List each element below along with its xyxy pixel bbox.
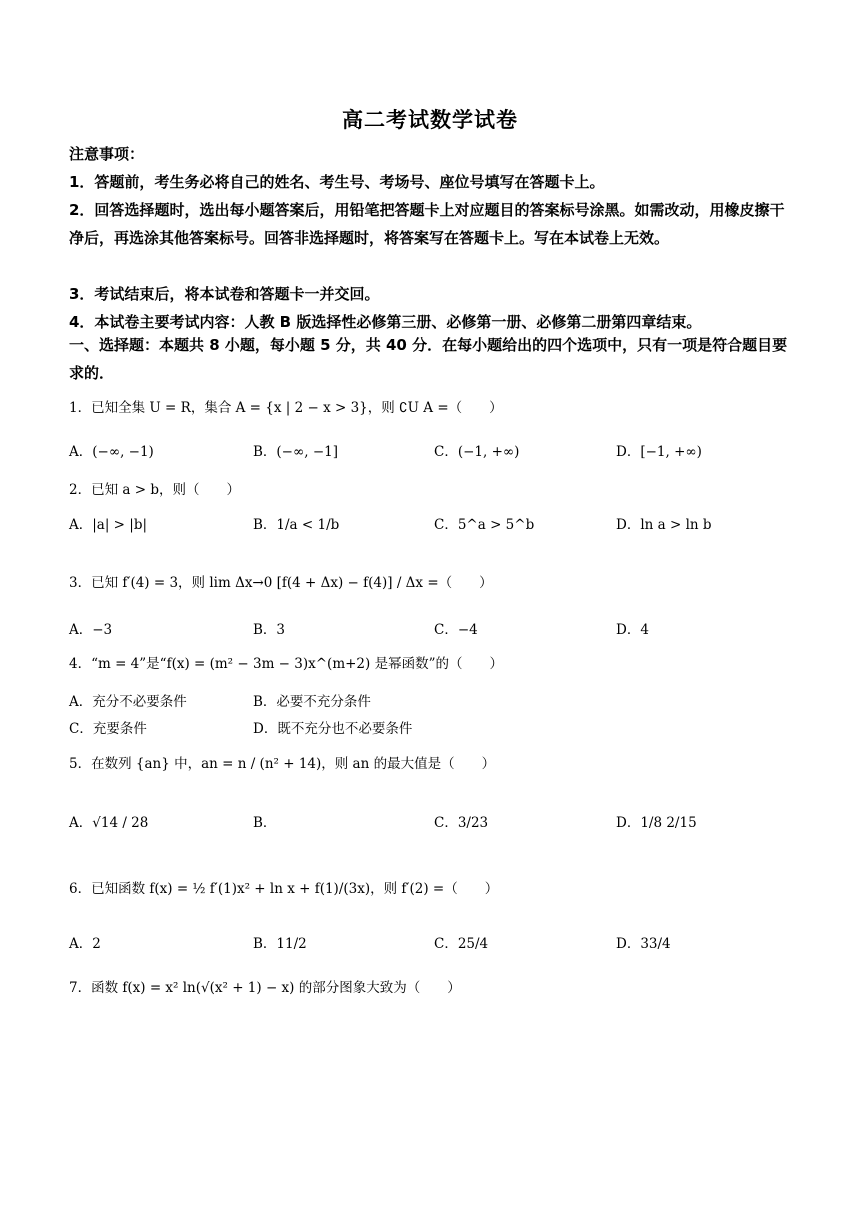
q1-option-a: A．(−∞, −1) [69, 444, 154, 460]
q3-option-c: C．−4 [434, 622, 478, 638]
q2-option-b: B．1/a < 1/b [253, 517, 340, 533]
question-1: 1．已知全集 U = R，集合 A = {x | 2 − x > 3}，则 ∁U A =（ ） [69, 400, 503, 416]
question-3: 3．已知 f′(4) = 3，则 lim Δx→0 [f(4 + Δx) − f(4)] / Δx =（ ） [69, 575, 493, 591]
q6-option-c: C．25/4 [434, 936, 489, 952]
q1-option-d: D．[−1, +∞) [616, 444, 702, 460]
q5-option-b: B． [253, 815, 277, 831]
notice-item-3: 3．考试结束后，将本试卷和答题卡一并交回。 [69, 285, 380, 303]
q5-option-a: A．√14 / 28 [69, 815, 149, 831]
page-title: 高二考试数学试卷 [342, 108, 518, 132]
q5-option-c: C．3/23 [434, 815, 489, 831]
section-heading: 一、选择题：本题共 8 小题，每小题 5 分，共 40 分．在每小题给出的四个选项中，只有一项是符合题目要求的． [69, 336, 788, 382]
notice-heading: 注意事项： [69, 145, 145, 163]
q6-option-b: B．11/2 [253, 936, 307, 952]
question-6: 6．已知函数 f(x) = ½ f′(1)x² + ln x + f(1)/(3x)，则 f′(2) =（ ） [69, 881, 499, 897]
q4-option-c: C．充要条件 [69, 721, 147, 737]
q1-option-b: B．(−∞, −1] [253, 444, 338, 460]
q1-option-c: C．(−1, +∞) [434, 444, 520, 460]
q6-option-d: D．33/4 [616, 936, 671, 952]
notice-item-1: 1．答题前，考生务必将自己的姓名、考生号、考场号、座位号填写在答题卡上。 [69, 173, 605, 191]
notice-item-4: 4．本试卷主要考试内容：人教 B 版选择性必修第三册、必修第一册、必修第二册第四章结束。 [69, 313, 702, 331]
q4-option-d: D．既不充分也不必要条件 [253, 721, 413, 737]
q2-option-c: C．5^a > 5^b [434, 517, 535, 533]
q3-option-d: D．4 [616, 622, 649, 638]
question-5: 5．在数列 {an} 中，an = n / (n² + 14)，则 an 的最大值是（ ） [69, 756, 496, 772]
q4-option-a: A．充分不必要条件 [69, 694, 187, 710]
q3-option-b: B．3 [253, 622, 286, 638]
q5-option-d: D．1/8 2/15 [616, 815, 697, 831]
q6-option-a: A．2 [69, 936, 101, 952]
q3-option-a: A．−3 [69, 622, 113, 638]
question-4: 4．“m = 4”是“f(x) = (m² − 3m − 3)x^(m+2) 是幂函数”的（ ） [69, 656, 503, 672]
q2-option-d: D．ln a > ln b [616, 517, 712, 533]
question-7: 7．函数 f(x) = x² ln(√(x² + 1) − x) 的部分图象大致为（ ） [69, 980, 461, 996]
notice-item-2: 2．回答选择题时，选出每小题答案后，用铅笔把答题卡上对应题目的答案标号涂黑。如需改动，用橡皮擦干净后，再选涂其他答案标号。回答非选择题时，将答案写在答题卡上。写在本试卷上无效。 [69, 201, 785, 247]
q4-option-b: B．必要不充分条件 [253, 694, 371, 710]
q2-option-a: A．|a| > |b| [69, 517, 148, 533]
question-2: 2．已知 a > b，则（ ） [69, 482, 240, 498]
